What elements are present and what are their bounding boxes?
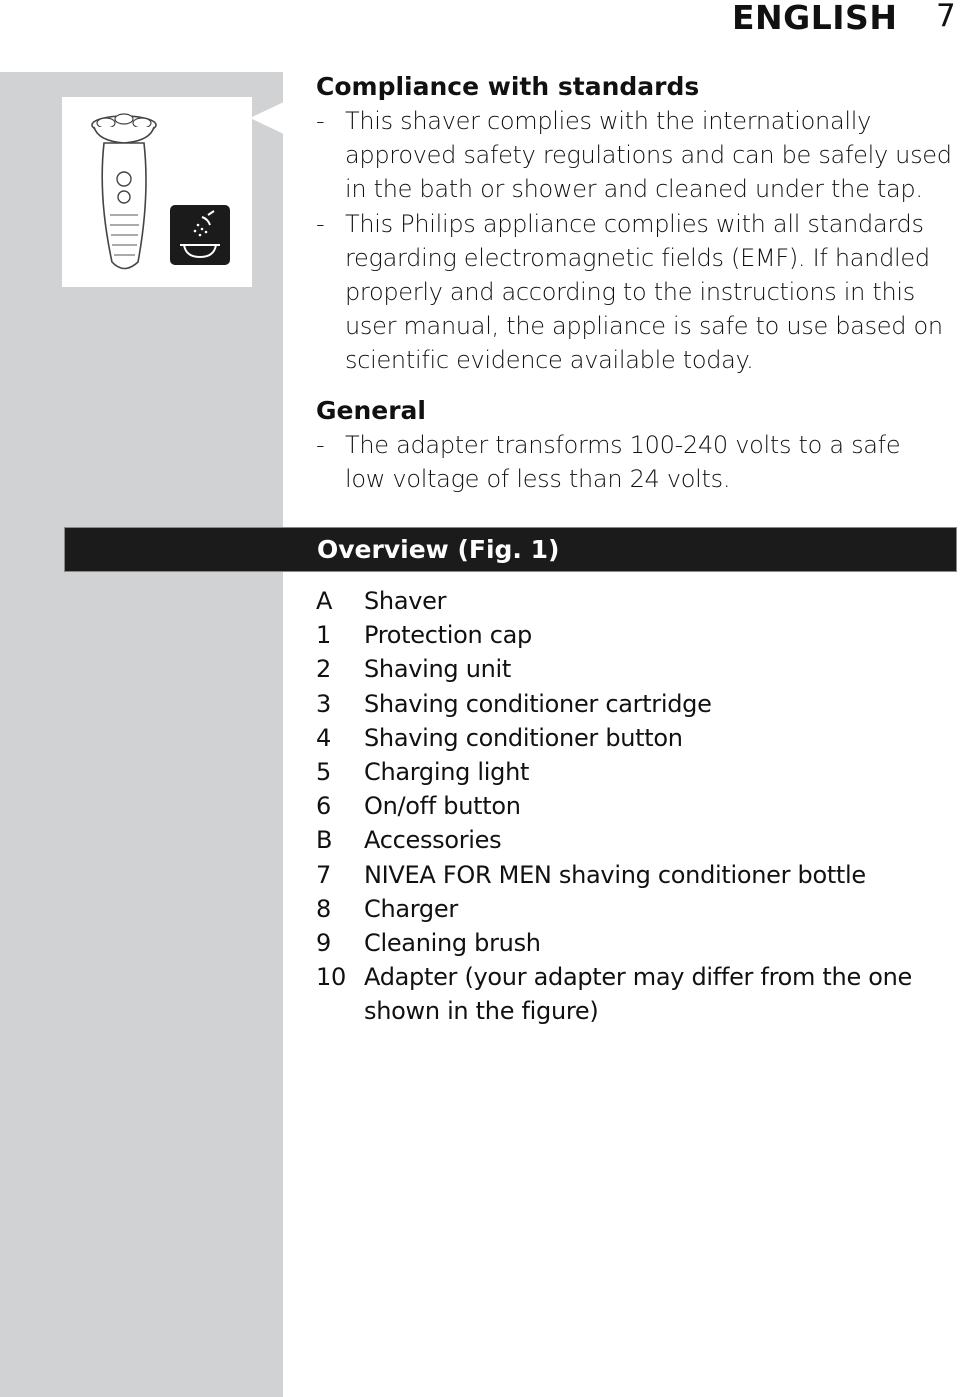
part-label: NIVEA FOR MEN shaving conditioner bottle [364, 860, 866, 889]
part-label: shown in the figure) [364, 997, 599, 1026]
language-header: ENGLISH [732, 0, 898, 37]
list-item [316, 618, 956, 652]
part-label: Shaving conditioner cartridge [364, 689, 712, 718]
section-compliance [316, 70, 956, 378]
page-number: 7 [936, 0, 956, 34]
list-item [316, 104, 956, 207]
list-item [316, 428, 956, 496]
main-content [316, 70, 956, 496]
bullet-line: properly and according to the instructions in this [345, 278, 915, 307]
section-heading: General [316, 395, 426, 425]
part-key: 7 [316, 860, 331, 889]
bullet-line: approved safety regulations and can be safely used [345, 141, 952, 170]
list-item [316, 789, 956, 823]
part-key: 2 [316, 655, 331, 684]
part-label: Accessories [364, 826, 502, 855]
bullet-line: low voltage of less than 24 volts. [345, 464, 731, 493]
part-key: 6 [316, 792, 331, 821]
list-item [316, 858, 956, 892]
part-label: Cleaning brush [364, 929, 541, 958]
list-item [316, 721, 956, 755]
list-item [316, 892, 956, 926]
part-key: A [316, 587, 333, 615]
bullet-line: This shaver complies with the internationally [345, 107, 871, 135]
list-item [316, 926, 956, 960]
part-label: Charging light [364, 758, 530, 787]
bullet-marker: - [316, 209, 325, 238]
bullet-marker: - [316, 107, 325, 135]
part-label: Shaving conditioner button [364, 723, 683, 752]
overview-heading-bar [64, 527, 957, 572]
part-key: B [316, 826, 333, 855]
part-key: 3 [316, 689, 331, 718]
part-key: 5 [316, 758, 331, 787]
part-label: Protection cap [364, 621, 532, 650]
bullet-line: The adapter transforms 100-240 volts to a safe [345, 430, 901, 459]
part-label: Shaver [364, 587, 447, 615]
list-item [316, 584, 956, 618]
bullet-line: This Philips appliance complies with all standards [345, 209, 924, 238]
parts-list [316, 584, 956, 1029]
part-label: On/off button [364, 792, 521, 821]
part-key: 4 [316, 723, 331, 752]
part-label: Adapter (your adapter may differ from the one [364, 963, 912, 992]
shaver-icon [92, 114, 156, 269]
part-key: 1 [316, 621, 331, 650]
list-item [316, 823, 956, 857]
part-label: Shaving unit [364, 655, 511, 684]
bullet-line: scientific evidence available today. [345, 346, 754, 375]
part-key: 8 [316, 894, 331, 923]
section-heading: Compliance with standards [316, 72, 700, 101]
section-general [316, 394, 956, 496]
list-item [316, 687, 956, 721]
bullet-line: regarding electromagnetic fields (EMF). If handled [345, 243, 930, 272]
bullet-marker: - [316, 430, 325, 459]
part-key: 10 [316, 963, 346, 992]
bath-shower-icon [170, 205, 230, 265]
list-item [316, 755, 956, 789]
part-key: 9 [316, 929, 331, 958]
list-item [316, 652, 956, 686]
bullet-line: in the bath or shower and cleaned under the tap. [345, 175, 923, 204]
bullet-line: user manual, the appliance is safe to use based on [345, 312, 943, 341]
illustration-box [62, 97, 252, 287]
list-item [316, 960, 956, 1028]
part-label: Charger [364, 894, 458, 923]
list-item [316, 207, 956, 378]
overview-title: Overview (Fig. 1) [317, 535, 560, 564]
figure-pointer [250, 100, 288, 136]
